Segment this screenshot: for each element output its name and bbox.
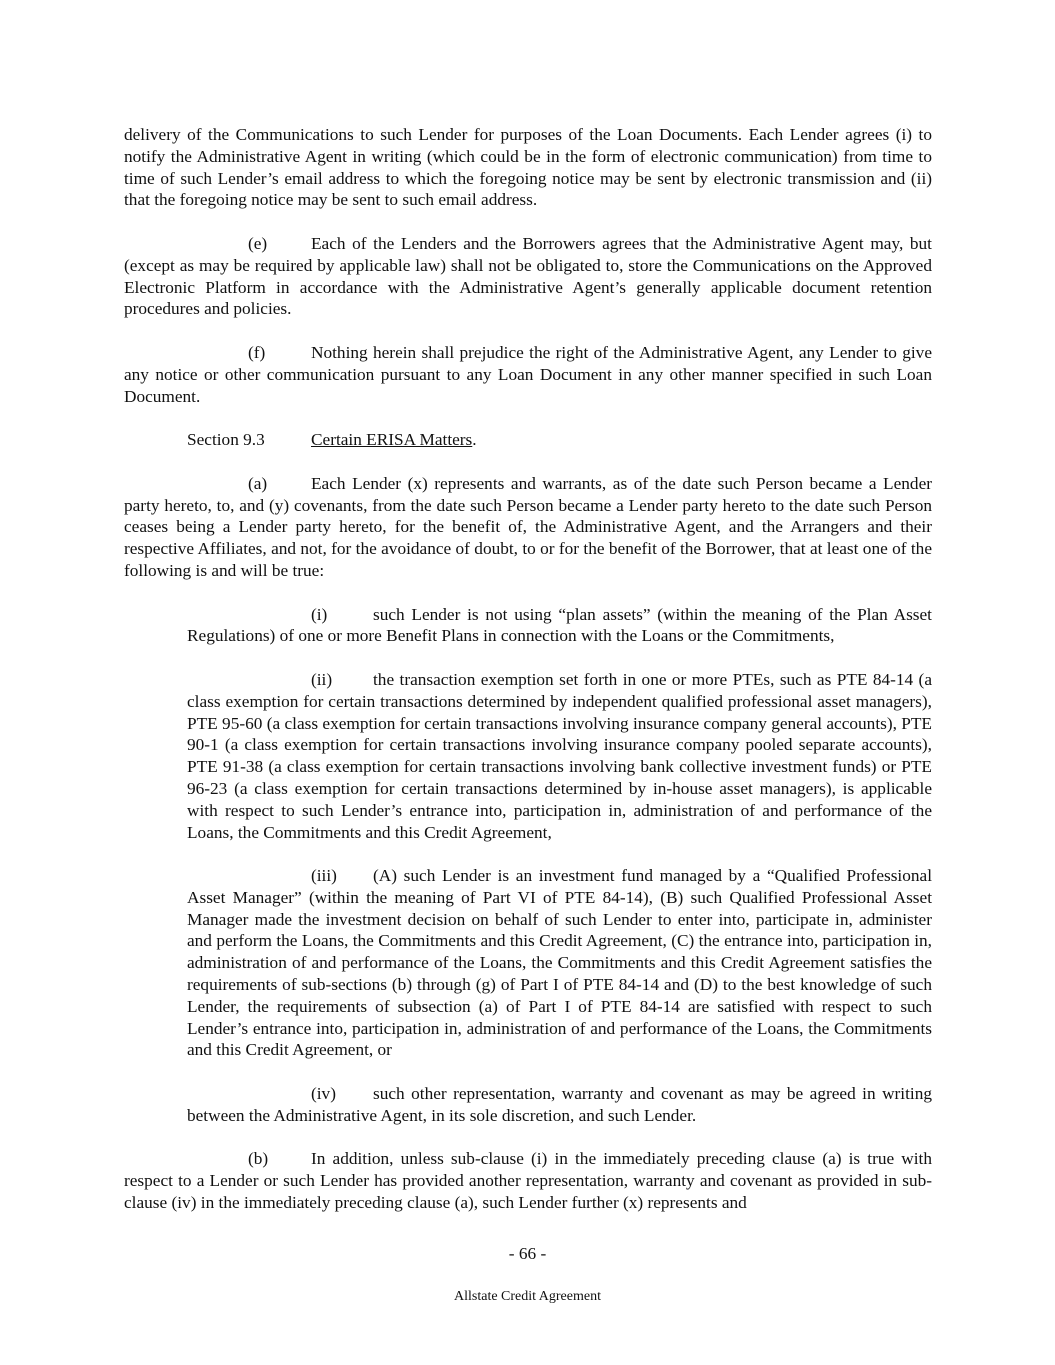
subclause-label-ii: (ii) xyxy=(311,669,333,689)
subclause-text-iv: such other representation, warranty and covenant as may be agreed in writing between the Administrative Agent, in its sole discretion, and such Lender. xyxy=(187,1084,932,1125)
subclause-text-ii: the transaction exemption set forth in one or more PTEs, such as PTE 84-14 (a class exemption for certain transactions determined by independent qualified professional asset managers), PTE 95-60 (a class exemption for certain transactions involving insurance company general accounts), PTE 90-1 (a class exemption for certain transactions involving insurance company pooled separate accounts), PTE 91-38 (a class exemption for certain transactions involving bank collective investment funds) or PTE 96-23 (a class exemption for certain transactions determined by in-house asset managers), is applicable with respect to such Lender’s entrance into, participation in, administration of and performance of the Loans, the Commitments and this Credit Agreement, xyxy=(187,669,932,842)
clause-text-f: Nothing herein shall prejudice the right of the Administrative Agent, any Lender to give any notice or other communication pursuant to any Loan Document in any other manner specified in such Loan Document. xyxy=(124,342,932,406)
section-title-period: . xyxy=(472,430,477,450)
section-number: Section 9.3 xyxy=(187,430,265,450)
page-footer: Allstate Credit Agreement xyxy=(454,1289,601,1304)
subclause-label-iv: (iv) xyxy=(311,1084,336,1104)
clause-text-b: In addition, unless sub-clause (i) in the immediately preceding clause (a) is true with respect to a Lender or such Lender has provided another representation, warranty and covenant as provided in sub-clause (iv) in the immediately preceding clause (a), such Lender further (x) represents and xyxy=(124,1149,932,1213)
paragraph-a xyxy=(124,473,932,582)
clause-text-e: Each of the Lenders and the Borrowers agrees that the Administrative Agent may, but (except as may be required by applicable law) shall not be obligated to, store the Communications on the Approved Electronic Platform in accordance with the Administrative Agent’s generally applicable document retention procedures and policies. xyxy=(124,233,932,319)
section-title: Certain ERISA Matters xyxy=(311,430,473,450)
clause-label-b: (b) xyxy=(248,1149,269,1169)
subclause-label-iii: (iii) xyxy=(311,866,337,886)
paragraph-e xyxy=(124,233,932,320)
clause-label-f: (f) xyxy=(248,342,266,362)
clause-label-a: (a) xyxy=(248,473,268,493)
subclause-i xyxy=(187,604,932,648)
subclause-ii xyxy=(187,669,932,843)
clause-text-a: Each Lender (x) represents and warrants, as of the date such Person became a Lender party hereto, to, and (y) covenants, from the date such Person became a Lender party hereto to the date such Person ceases being a Lender party hereto, for the benefit of, the Administrative Agent, and the Arrangers and their respective Affiliates, and not, for the avoidance of doubt, to or for the benefit of the Borrower, that at least one of the following is and will be true: xyxy=(124,473,932,580)
clause-label-e: (e) xyxy=(248,233,268,253)
document-body xyxy=(124,124,932,1236)
paragraph-b xyxy=(124,1148,932,1213)
page-number: - 66 - xyxy=(508,1244,547,1263)
subclause-text-iii: (A) such Lender is an investment fund managed by a “Qualified Professional Asset Manager” (within the meaning of Part VI of PTE 84-14), (B) such Qualified Professional Asset Manager made the investment decision on behalf of such Lender to enter into, participate in, administer and perform the Loans, the Commitments and this Credit Agreement, (C) the entrance into, participation in, administration of and performance of the Loans, the Commitments and this Credit Agreement satisfies the requirements of sub-sections (b) through (g) of Part I of PTE 84-14 and (D) to the best knowledge of such Lender, the requirements of subsection (a) of Part I of PTE 84-14 are satisfied with respect to such Lender’s entrance into, participation in, administration of and performance of the Loans, the Commitments and this Credit Agreement, or xyxy=(187,866,932,1060)
paragraph-continuation: delivery of the Communications to such Lender for purposes of the Loan Documents. Each Lender agrees (i) to notify the Administrative Agent in writing (which could be in the form of electronic communication) from time to time of such Lender’s email address to which the foregoing notice may be sent by electronic transmission and (ii) that the foregoing notice may be sent to such email address. xyxy=(124,125,932,210)
subclause-iv xyxy=(187,1083,932,1127)
paragraph-f xyxy=(124,342,932,407)
subclause-text-i: such Lender is not using “plan assets” (within the meaning of the Plan Asset Regulations) of one or more Benefit Plans in connection with the Loans or the Commitments, xyxy=(187,604,932,646)
subclause-label-i: (i) xyxy=(311,604,328,624)
section-heading xyxy=(187,429,932,451)
subclause-iii xyxy=(187,865,932,1061)
